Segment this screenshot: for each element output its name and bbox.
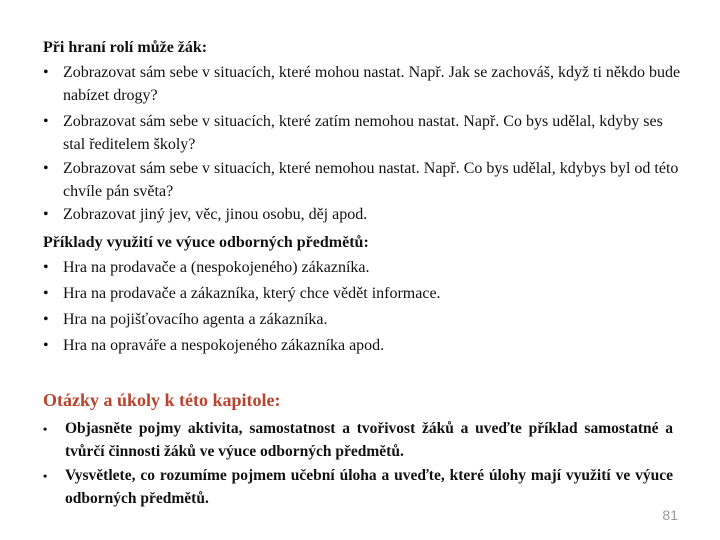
bullet: • bbox=[43, 113, 49, 130]
role-play-heading: Při hraní rolí může žák: bbox=[43, 39, 208, 56]
bullet: • bbox=[43, 311, 49, 328]
bullet: • bbox=[43, 285, 49, 302]
question-item bbox=[43, 464, 673, 510]
bullet: • bbox=[43, 64, 49, 81]
bullet: • bbox=[43, 259, 49, 276]
list-item bbox=[43, 61, 683, 107]
bullet: • bbox=[43, 337, 49, 354]
bullet: • bbox=[43, 422, 48, 436]
list-item bbox=[43, 203, 683, 226]
bullet: • bbox=[43, 160, 49, 177]
list-item-text: Hra na opraváře a nespokojeného zákazníka apod. bbox=[63, 337, 385, 354]
list-item-text: Zobrazovat jiný jev, věc, jinou osobu, děj apod. bbox=[63, 206, 368, 223]
list-item-text: Hra na prodavače a zákazníka, který chce vědět informace. bbox=[63, 285, 441, 302]
list-item-text: Hra na pojišťovacího agenta a zákazníka. bbox=[63, 311, 328, 328]
list-item-text: Zobrazovat sám sebe v situacích, které zatím nemohou nastat. Např. Co bys udělal, kdyby ses stal ředitelem školy? bbox=[63, 113, 663, 153]
list-item bbox=[43, 157, 683, 203]
question-text: Objasněte pojmy aktivita, samostatnost a tvořivost žáků a uveďte příklad samostatné a tvůrčí činnosti žáků ve výuce odborných předmětů. bbox=[65, 420, 673, 460]
list-item bbox=[43, 308, 683, 331]
page-number: 81 bbox=[662, 507, 678, 523]
list-item bbox=[43, 256, 683, 279]
list-item bbox=[43, 110, 683, 156]
questions-title: Otázky a úkoly k této kapitole: bbox=[43, 390, 281, 410]
question-item bbox=[43, 417, 673, 463]
question-text: Vysvětlete, co rozumíme pojmem učební úloha a uveďte, které úlohy mají využití ve výuce odborných předmětů. bbox=[65, 467, 673, 507]
list-item-text: Zobrazovat sám sebe v situacích, které mohou nastat. Např. Jak se zachováš, když ti někdo bude nabízet drogy? bbox=[63, 64, 681, 104]
bullet: • bbox=[43, 206, 49, 223]
examples-heading: Příklady využití ve výuce odborných předmětů: bbox=[43, 234, 369, 251]
list-item-text: Hra na prodavače a (nespokojeného) zákazníka. bbox=[63, 259, 370, 276]
list-item bbox=[43, 282, 683, 305]
list-item-text: Zobrazovat sám sebe v situacích, které nemohou nastat. Např. Co bys udělal, kdybys byl od této chvíle pán světa? bbox=[63, 160, 679, 200]
list-item bbox=[43, 334, 683, 357]
bullet: • bbox=[43, 469, 48, 483]
